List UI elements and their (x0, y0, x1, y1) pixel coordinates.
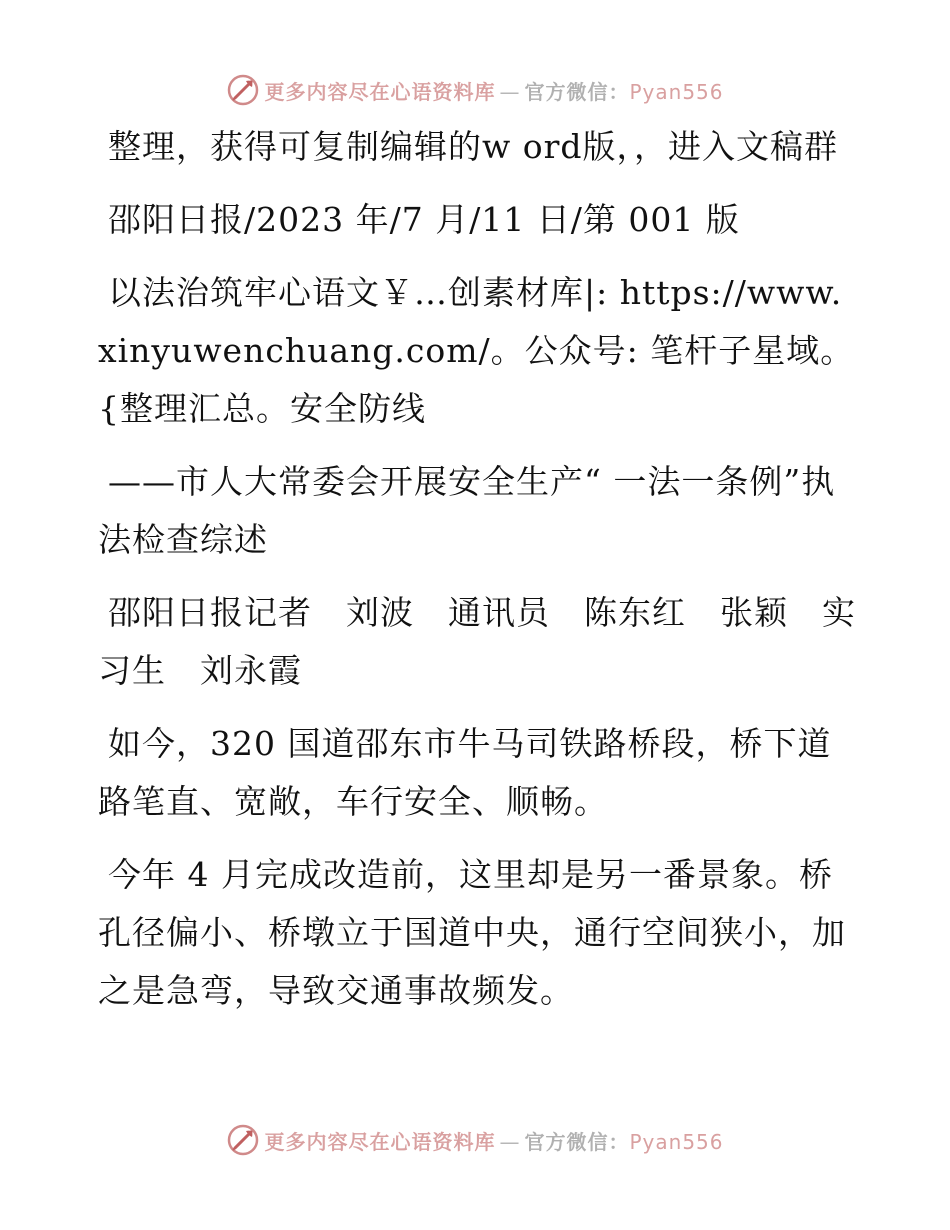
footer-watermark (0, 1120, 950, 1160)
feather-pen-logo-icon (226, 73, 260, 107)
document-body (98, 118, 858, 1035)
feather-pen-logo-icon (226, 1123, 260, 1157)
paragraph-subtitle: ——市人大常委会开展安全生产“ 一法一条例”执法检查综述 (98, 462, 836, 559)
watermark-separator: — (499, 1129, 521, 1154)
paragraph-body-2: 今年 4 月完成改造前，这里却是另一番景象。桥孔径偏小、桥墩立于国道中央，通行空间狭小，加之是急弯，导致交通事故频发。 (98, 855, 846, 1010)
paragraph-source: 邵阳日报/2023 年/7 月/11 日/第 001 版 (108, 200, 740, 239)
watermark-text (264, 76, 723, 105)
header-watermark (0, 70, 950, 110)
watermark-prefix: 更多内容尽在心语资料库 (264, 1129, 496, 1154)
watermark-text (264, 1126, 723, 1155)
paragraph-title: 以法治筑牢心语文￥…创素材库|: https://www.xinyuwenchuang.com/。公众号: 笔杆子星域。{整理汇总。安全防线 (98, 273, 855, 428)
watermark-contact-id: Pyan556 (629, 1129, 724, 1154)
watermark-contact-id: Pyan556 (629, 79, 724, 104)
watermark-contact-label: 官方微信： (524, 79, 630, 104)
watermark-contact-label: 官方微信： (524, 1129, 630, 1154)
paragraph-byline: 邵阳日报记者 刘波 通讯员 陈东红 张颖 实习生 刘永霞 (98, 593, 856, 690)
watermark-prefix: 更多内容尽在心语资料库 (264, 79, 496, 104)
paragraph-intro: 整理，获得可复制编辑的w ord版，，进入文稿群 (108, 127, 839, 166)
paragraph-body-1: 如今，320 国道邵东市牛马司铁路桥段，桥下道路笔直、宽敞，车行安全、顺畅。 (98, 724, 832, 821)
watermark-separator: — (499, 79, 521, 104)
